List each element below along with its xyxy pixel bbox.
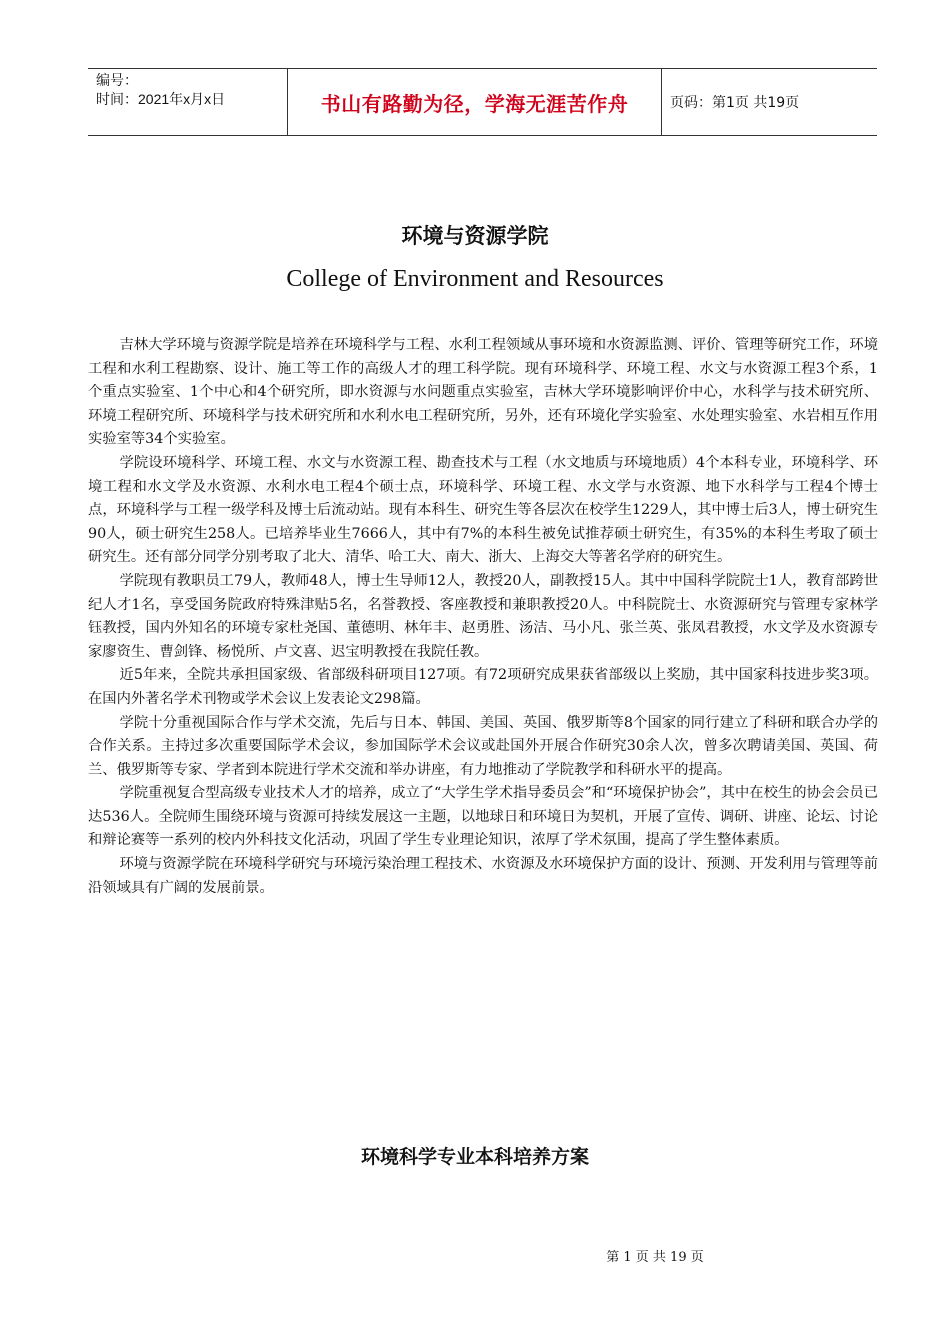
header-meta [88, 69, 288, 135]
section-title: 环境科学专业本科培养方案 [360, 1146, 589, 1168]
header-motto: 书山有路勤为径，学海无涯苦作舟 [320, 91, 629, 116]
paragraph: 近5年来，全院共承担国家级、省部级科研项目127项。有72项研究成果获省部级以上奖励，其中国家科技进步奖3项。在国内外著名学术刊物或学术会议上发表论文298篇。 [88, 667, 878, 707]
header-page-info: 页码：第1页 共19页 [670, 95, 800, 111]
page-footer: 第 1 页 共 19 页 [606, 1250, 704, 1265]
paragraph: 学院重视复合型高级专业技术人才的培养，成立了“大学生学术指导委员会”和“环境保护协会”，其中在校生的协会会员已达536人。全院师生围绕环境与资源可持续发展这一主题，以地球日和环境日为契机，开展了宣传、调研、讲座、论坛、讨论和辩论赛等一系列的校内外科技文化活动，巩固了学生专业理论知识，浓厚了学术氛围，提高了学生整体素质。 [88, 785, 878, 849]
document-title-english: College of Environment and Resources [286, 266, 664, 292]
page-header [88, 68, 877, 136]
date-label: 时间：2021年x月x日 [96, 91, 226, 107]
paragraph: 学院设环境科学、环境工程、水文与水资源工程、勘查技术与工程（水文地质与环境地质）4个本科专业，环境科学、环境工程和水文学及水资源、水利水电工程4个硕士点，环境科学、环境工程、水文学与水资源、地下水科学与工程4个博士点，环境科学与工程一级学科及博士后流动站。现有本科生、研究生等各层次在校学生1229人，其中博士后3人，博士研究生90人，硕士研究生258人。已培养毕业生7666人，其中有7%的本科生被免试推荐硕士研究生，有35%的本科生考取了硕士研究生。还有部分同学分别考取了北大、清华、哈工大、南大、浙大、上海交大等著名学府的研究生。 [88, 454, 878, 566]
document-title-chinese: 环境与资源学院 [401, 224, 549, 248]
header-page-cell [662, 69, 877, 135]
paragraph: 吉林大学环境与资源学院是培养在环境科学与工程、水利工程领域从事环境和水资源监测、评价、管理等研究工作，环境工程和水利工程勘察、设计、施工等工作的高级人才的理工科学院。现有环境科学、环境工程、水文与水资源工程3个系，1个重点实验室、1个中心和4个研究所，即水资源与水问题重点实验室，吉林大学环境影响评价中心，水科学与技术研究所、环境工程研究所、环境科学与技术研究所和水利水电工程研究所，另外，还有环境化学实验室、水处理实验室、水岩相互作用实验室等34个实验室。 [88, 337, 878, 448]
paragraph: 学院十分重视国际合作与学术交流，先后与日本、韩国、美国、英国、俄罗斯等8个国家的同行建立了科研和联合办学的合作关系。主持过多次重要国际学术会议，参加国际学术会议或赴国外开展合作研究30余人次，曾多次聘请美国、英国、荷兰、俄罗斯等专家、学者到本院进行学术交流和举办讲座，有力地推动了学院教学和科研水平的提高。 [88, 714, 878, 778]
paragraph: 学院现有教职员工79人，教师48人，博士生导师12人，教授20人，副教授15人。其中中国科学院院士1人，教育部跨世纪人才1名，享受国务院政府特殊津贴5名，名誉教授、客座教授和兼职教授20人。中科院院士、水资源研究与管理专家林学钰教授，国内外知名的环境专家杜尧国、董德明、林年丰、赵勇胜、汤洁、马小凡、张兰英、张凤君教授，水文学及水资源专家廖资生、曹剑锋、杨悦所、卢文喜、迟宝明教授在我院任教。 [88, 572, 878, 660]
body-text [88, 334, 878, 900]
header-motto-cell [288, 69, 662, 135]
paragraph: 环境与资源学院在环境科学研究与环境污染治理工程技术、水资源及水环境保护方面的设计、预测、开发利用与管理等前沿领域具有广阔的发展前景。 [88, 856, 878, 896]
serial-number-label: 编号： [96, 72, 138, 88]
